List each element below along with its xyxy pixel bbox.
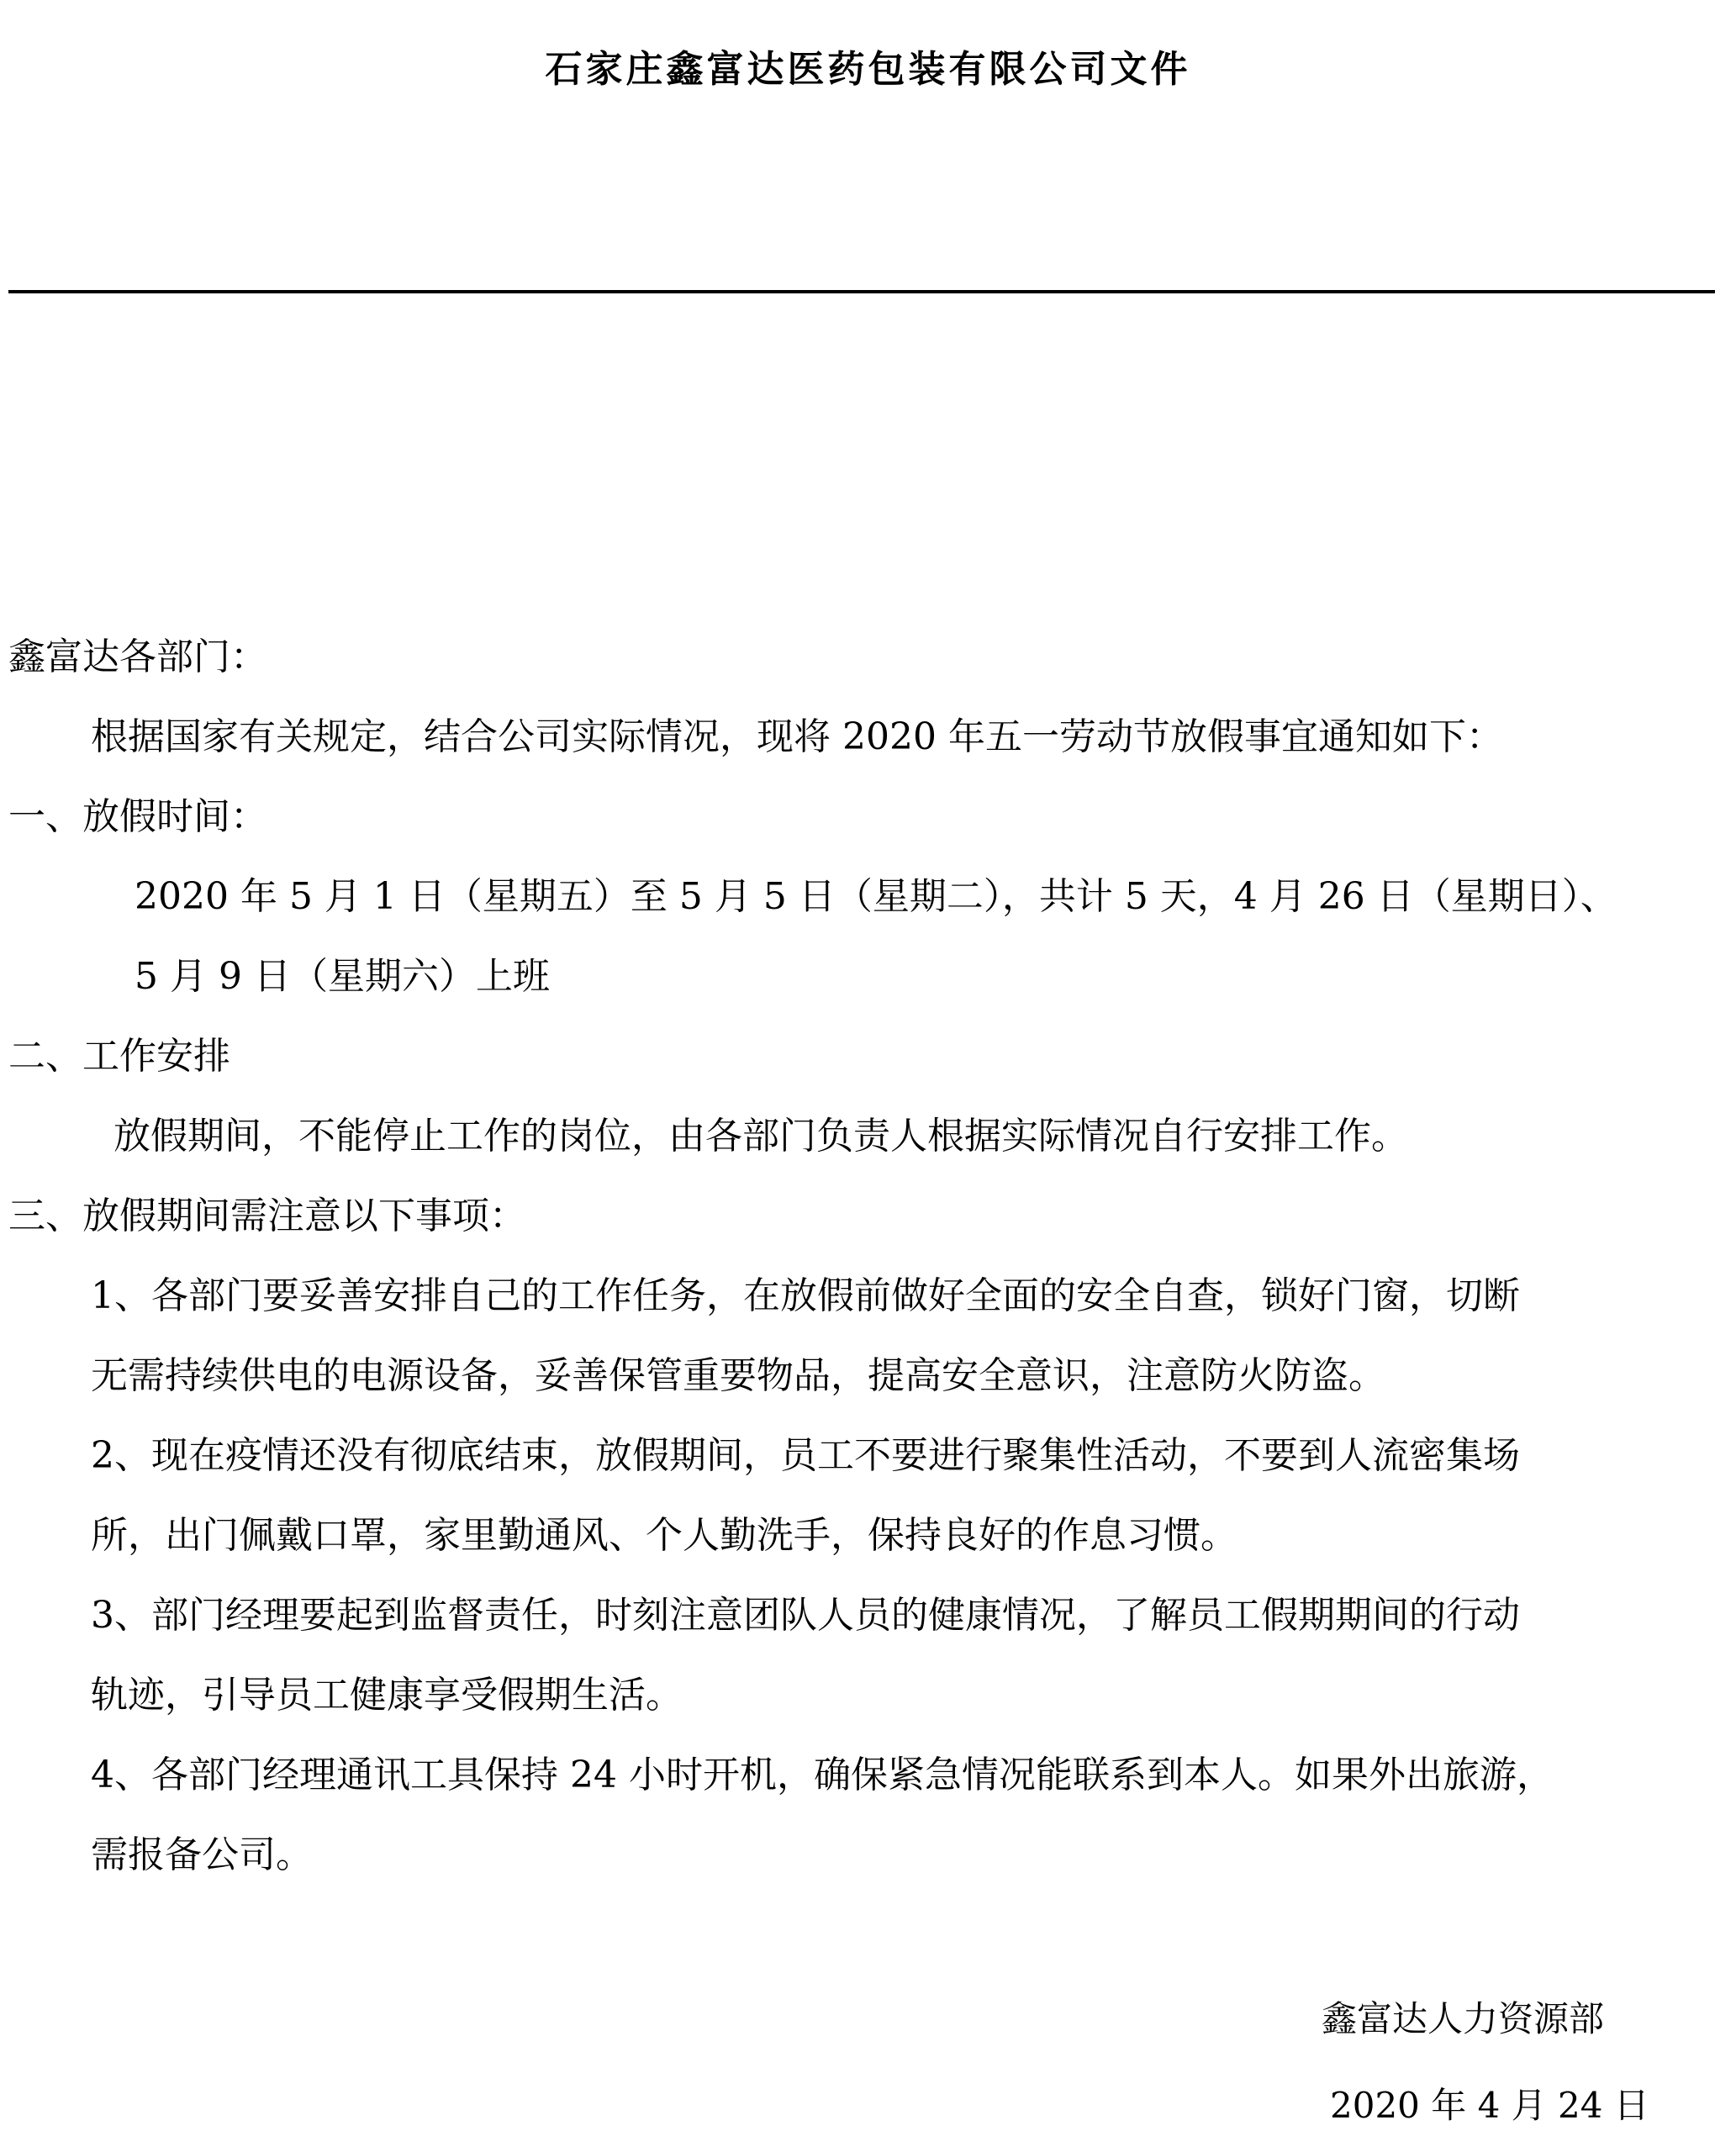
item1-line2: 无需持续供电的电源设备，妥善保管重要物品，提高安全意识，注意防火防盗。 xyxy=(91,1354,1385,1397)
item2-line1: 2、现在疫情还没有彻底结束，放假期间，员工不要进行聚集性活动，不要到人流密集场 xyxy=(91,1434,1520,1477)
notice-title xyxy=(0,402,1736,469)
item1-line1: 1、各部门要妥善安排自己的工作任务，在放假前做好全面的安全自查，锁好门窗，切断 xyxy=(91,1274,1520,1317)
item2-line2: 所，出门佩戴口罩，家里勤通风、个人勤洗手，保持良好的作息习惯。 xyxy=(91,1514,1237,1557)
section1-heading: 一、放假时间： xyxy=(8,795,267,838)
signature-department: 鑫富达人力资源部 xyxy=(1322,1998,1605,2039)
item4-line1: 4、各部门经理通讯工具保持 24 小时开机，确保紧急情况能联系到本人。如果外出旅游， xyxy=(91,1754,1554,1796)
section1-line1: 2020 年 5 月 1 日（星期五）至 5 月 5 日（星期二），共计 5 天，4 月 26 日（星期日）、 xyxy=(135,875,1617,918)
intro-paragraph: 根据国家有关规定，结合公司实际情况，现将 2020 年五一劳动节放假事宜通知如下： xyxy=(91,715,1503,758)
section1-line2: 5 月 9 日（星期六）上班 xyxy=(135,955,550,998)
item4-line2: 需报备公司。 xyxy=(91,1833,313,1876)
item3-line2: 轨迹，引导员工健康享受假期生活。 xyxy=(91,1674,683,1717)
document-number xyxy=(0,217,1736,276)
header-divider xyxy=(8,290,1715,293)
company-title: 石家庄鑫富达医药包装有限公司文件 xyxy=(545,48,1191,91)
signature-date: 2020 年 4 月 24 日 xyxy=(1330,2085,1649,2126)
section2-heading: 二、工作安排 xyxy=(8,1035,230,1078)
section3-heading: 三、放假期间需注意以下事项： xyxy=(8,1195,526,1237)
salutation: 鑫富达各部门： xyxy=(8,636,267,678)
item3-line1: 3、部门经理要起到监督责任，时刻注意团队人员的健康情况，了解员工假期期间的行动 xyxy=(91,1594,1520,1637)
section2-line1: 放假期间，不能停止工作的岗位，由各部门负责人根据实际情况自行安排工作。 xyxy=(113,1115,1408,1158)
